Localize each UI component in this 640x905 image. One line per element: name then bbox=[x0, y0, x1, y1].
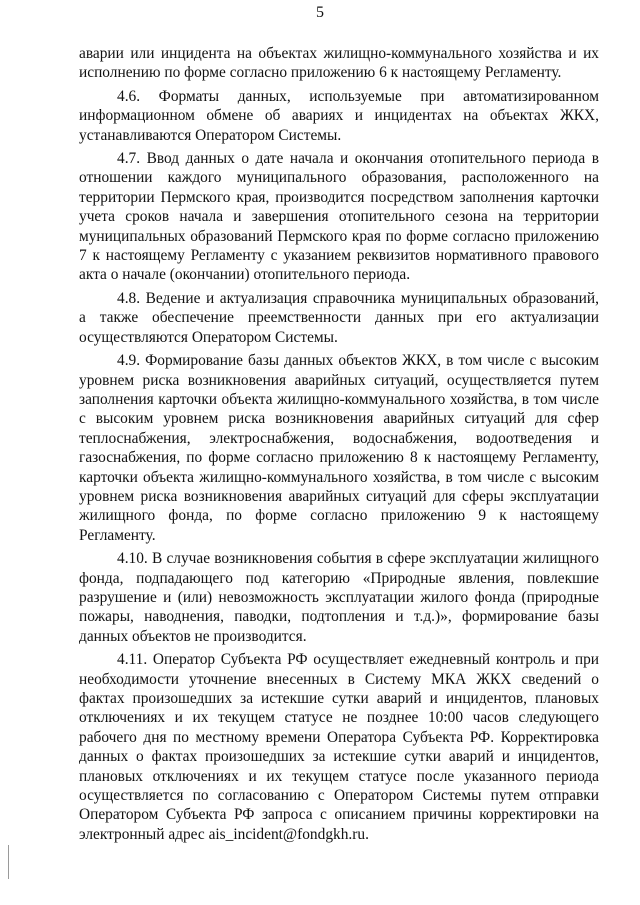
paragraph-continuation: аварии или инцидента на объектах жилищно-коммунального хозяйства и их исполнению по форме согласно приложению 6 к настоящему Регламенту. bbox=[79, 45, 599, 82]
document-body bbox=[79, 44, 599, 848]
paragraph-4-7: 4.7. Ввод данных о дате начала и окончания отопительного периода в отношении каждого муниципального образования, расположенного на территории Пермского края, производится посредством заполнения карточки учета сроков начала и завершения отопительного сезона на территории муниципальных образований Пермского края по форме согласно приложению 7 к настоящему Регламенту с указанием реквизитов нормативного правового акта о начале (окончании) отопительного периода. bbox=[79, 150, 599, 284]
paragraph-4-6: 4.6. Форматы данных, используемые при автоматизированном информационном обмене об авариях и инцидентах на объектах ЖКХ, устанавливаются Оператором Системы. bbox=[79, 87, 599, 144]
scan-edge-mark bbox=[8, 845, 9, 879]
paragraph-4-8: 4.8. Ведение и актуализация справочника муниципальных образований, а также обеспечение преемственности данных при его актуализации осуществляются Оператором Системы. bbox=[79, 289, 599, 346]
paragraph-4-9: 4.9. Формирование базы данных объектов ЖКХ, в том числе с высоким уровнем риска возникновения аварийных ситуаций, осуществляется путем заполнения карточки объекта жилищно-коммунального хозяйства, в том числе с высоким уровнем риска возникновения аварийных ситуаций для сфер теплоснабжения, электроснабжения, водоснабжения, водоотведения и газоснабжения, по форме согласно приложению 8 к настоящему Регламенту, карточки объекта жилищно-коммунального хозяйства, в том числе с высоким уровнем риска возникновения аварийных ситуаций для сферы эксплуатации жилищного фонда, по форме согласно приложению 9 к настоящему Регламенту. bbox=[79, 352, 599, 544]
page-number: 5 bbox=[316, 4, 324, 21]
paragraph-4-11: 4.11. Оператор Субъекта РФ осуществляет ежедневный контроль и при необходимости уточнение внесенных в Систему МКА ЖКХ сведений о фактах произошедших за истекшие сутки аварий и инцидентов, плановых отключениях и их текущем статусе не позднее 10:00 часов следующего рабочего дня по местному времени Оператора Субъекта РФ. Корректировка данных о фактах произошедших за истекшие сутки аварий и инцидентов, плановых отключениях и их текущем статусе после указанного периода осуществляется по согласованию с Оператором Системы путем отправки Оператором Субъекта РФ запроса с описанием причины корректировки на электронный адрес ais_incident@fondgkh.ru. bbox=[79, 651, 599, 843]
paragraph-4-10: 4.10. В случае возникновения события в сфере эксплуатации жилищного фонда, подпадающего под категорию «Природные явления, повлекшие разрушение и (или) невозможность эксплуатации жилого фонда (природные пожары, наводнения, паводки, подтопления и т.д.)», формирование базы данных объектов не производится. bbox=[79, 550, 599, 645]
